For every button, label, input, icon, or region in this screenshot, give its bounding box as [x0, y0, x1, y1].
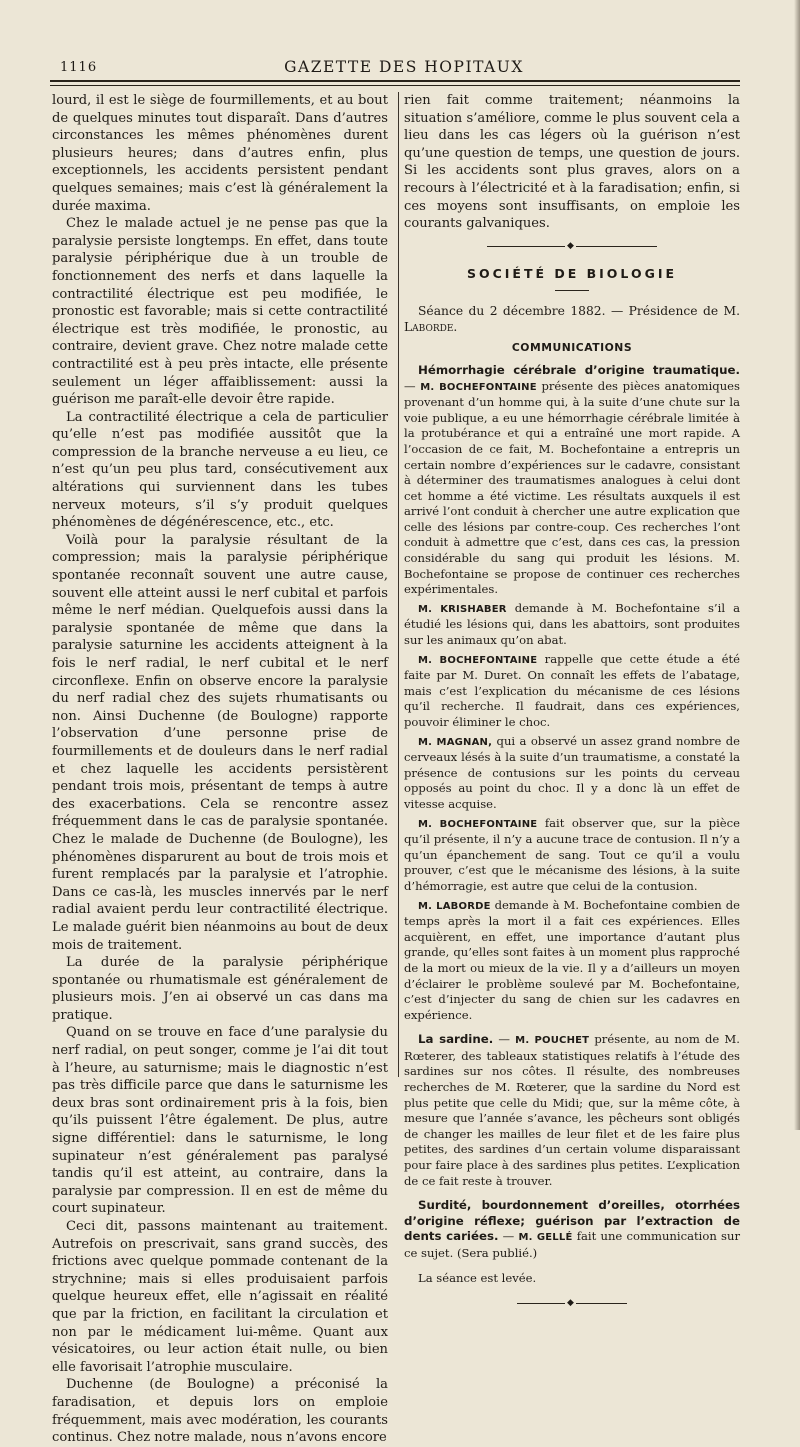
paragraph: Ceci dit, passons maintenant au traitement. Autrefois on prescrivait, sans grand succès, des frictions avec quelque pommade contenant de la strychnine; mais si elles produisaient parfois quelque heureux effet, elle n’agissait en réalité que par la friction, en facilitant la circulation et non par le médicament lui-même. Quant aux vésicatoires, ou leur action était nulle, ou bien elle favorisait l’atrophie musculaire. [52, 1219, 388, 1375]
seance-end: . [453, 320, 458, 335]
speaker-name: M. GELLÉ [518, 1232, 573, 1244]
paragraph: Quand on se trouve en face d’une paralysie du nerf radial, on peut songer, comme je l’ai dit tout à l’heure, au saturnisme; mais le diagnostic n’est pas très difficile parce que dans le saturnisme les deux bras sont ordinairement pris à la fois, bien qu’ils puissent l’être également. De plus, autre signe différentiel: dans le saturnisme, le long supinateur n’est généralement pas paralysé tandis qu’il est atteint, au contraire, dans la paralysie par compression. Il en est de même du court supinateur. [52, 1025, 388, 1217]
ornament-divider [487, 243, 657, 251]
paragraph: lourd, il est le siège de fourmillements, et au bout de quelques minutes tout disparaît. Dans d’autres circonstances les mêmes phénomènes durent plusieurs heures; dans d’autres enfin, plus exceptionnels, les accidents persistent pendant quelques semaines; mais c’est là généralement la durée maxima. [52, 93, 388, 214]
seance-president: Laborde [404, 320, 454, 335]
speaker-name: M. KRISHABER [418, 603, 507, 615]
item-dash: — [493, 1032, 516, 1047]
column-divider [398, 92, 399, 1077]
header-rule [50, 80, 740, 82]
end-ornament [517, 1300, 627, 1308]
item-text: qui a observé un assez grand nombre de cerveaux lésés à la suite d’un traumatisme, a constaté la présence de contusions sur les points du cerveau opposés au point du choc. Il y a donc là un effet de vitesse acquise. [404, 733, 741, 811]
paragraph: La contractilité électrique a cela de particulier qu’elle n’est pas modifiée aussitôt que la compression de la branche nerveuse a eu lieu, ce n’est qu’un peu plus tard, consécutivement aux altérations qui surviennent dans les tubes nerveux moteurs, s’il s’y produit quelques phénomènes de dégénérescence, etc., etc. [52, 409, 388, 531]
communication-item [404, 363, 740, 598]
item-text: fait une communication sur ce sujet. (Sera publié.) [404, 1229, 740, 1260]
left-column [52, 92, 388, 1447]
communication-item [404, 1198, 740, 1261]
closing-line: La séance est levée. [418, 1270, 537, 1285]
communication-item [404, 601, 740, 649]
communication-item [404, 652, 740, 731]
item-dash: — [498, 1229, 519, 1244]
communications-title: COMMUNICATIONS [511, 341, 633, 355]
item-heading: Hémorrhagie cérébrale d’origine traumatique. [418, 362, 740, 377]
item-dash: — [404, 378, 421, 393]
item-text: rappelle que cette étude a été faite par M. Duret. On connaît les effets de l’abatage, mais c’est l’explication du mécanisme de ces lésions qu’il recherche. Il faudrait, dans ces expériences, pouvoir éliminer le choc. [404, 651, 740, 729]
page-edge-shadow [794, 0, 800, 1130]
communication-item [404, 734, 740, 813]
speaker-name: M. LABORDE [418, 900, 491, 912]
speaker-name: M. BOCHEFONTAINE [420, 381, 537, 393]
item-heading: La sardine. [418, 1032, 494, 1047]
item-heading: Surdité, bourdonnement d’oreilles, otorrhées d’origine réflexe; guérison par l’extraction de dents cariées. [404, 1198, 740, 1244]
communications-list [404, 363, 740, 1286]
speaker-name: M. BOCHEFONTAINE [418, 818, 538, 830]
paragraph: Duchenne (de Boulogne) a préconisé la faradisation, et depuis lors on emploie fréquemment, mais avec modération, les courants continus. Chez notre malade, nous n’avons encore [52, 1377, 388, 1446]
page-number: 1116 [60, 60, 98, 75]
seance-line [404, 303, 740, 335]
communication-item [404, 898, 740, 1024]
item-text: demande à M. Bochefontaine combien de temps après la mort il a fait ces expériences. Elles acquièrent, en effet, une importance d’autant plus grande, qu’elles sont faites à un moment plus rapproché de la mort ou mieux de la vie. Il y a d’ailleurs un moyen d’éclairer le problème soulevé par M. Bochefontaine, c’est d’injecter du sang de chien sur les cadavres en expérience. [404, 897, 740, 1022]
title-rule [555, 290, 589, 291]
paragraph: Voilà pour la paralysie résultant de la compression; mais la paralysie périphérique spontanée reconnaît souvent une autre cause, souvent elle atteint aussi le nerf cubital et parfois même le nerf médian. Quelquefois aussi dans la paralysie spontanée de même que dans la paralysie saturnine les accidents atteignent à la fois le nerf radial, le nerf cubital et le nerf circonflexe. Enfin on observe encore la paralysie du nerf radial chez des sujets rhumatisants ou non. Ainsi Duchenne (de Boulogne) rapporte l’observation d’une personne prise de fourmillements et de douleurs dans le nerf radial et chez laquelle les accidents persistèrent pendant trois mois, présentant de temps à autre des exacerbations. Cela se rencontre assez fréquemment dans le cas de paralysie spontanée. Chez le malade de Duchenne (de Boulogne), les phénomènes disparurent au bout de trois mois et furent remplacés par la paralysie et l’atrophie. Dans ce cas-là, les muscles innervés par le nerf radial avaient perdu leur contractilité électrique. Le malade guérit bien néanmoins au bout de deux mois de traitement. [52, 532, 388, 953]
item-text: présente des pièces anatomiques provenant d’un homme qui, à la suite d’une chute sur la voie publique, a eu une hémorrhagie cérébrale limitée à la protubérance et qui a entraîné une mort rapide. A l’occasion de ce fait, M. Bochefontaine a entrepris un certain nombre d’expériences sur le cadavre, consistant à déterminer des traumatismes analogues à celui dont cet homme a été victime. Les résultats auxquels il est arrivé l’ont conduit à chercher une autre explication que celle des lésions par contre-coup. Ces recherches l’ont conduit à admettre que c’est, dans ces cas, la pression considérable du sang qui produit les lésions. M. Bochefontaine se propose de continuer ces recherches expérimentales. [404, 378, 740, 597]
paragraph: Chez le malade actuel je ne pense pas que la paralysie persiste longtemps. En effet, dans toute paralysie périphérique due à un trouble de fonctionnement des nerfs et dans laquelle la contractilité électrique est peu modifiée, le pronostic est favorable; mais si cette contractilité électrique est très modifiée, le pronostic, au contraire, devient grave. Chez notre malade cette contractilité est à peu près intacte, elle présente seulement un léger affaiblissement: aussi la guérison me paraît-elle devoir être rapide. [52, 216, 388, 408]
paragraph: La durée de la paralysie périphérique spontanée ou rhumatismale est généralement de plusieurs mois. J’en ai observé un cas dans ma pratique. [52, 955, 388, 1023]
journal-title: GAZETTE DES HOPITAUX [284, 58, 524, 76]
item-text: présente, au nom de M. Rœterer, des tableaux statistiques relatifs à l’étude des sardines sur nos côtes. Il résulte, des nombreuses recherches de M. Rœterer, que la sardine du Nord est plus petite que celle du Midi; que, sur la même côte, à mesure que l’année s’avance, les pêcheurs sont obligés de changer les mailles de leur filet et de les faire plus petites, des sardines d’un certain volume disparaissant pour faire place à des sardines plus petites. L’explication de ce fait reste à trouver. [404, 1032, 740, 1188]
seance-text: Séance du 2 décembre 1882. — Présidence de M. [418, 304, 740, 319]
section-title: SOCIÉTÉ DE BIOLOGIE [466, 265, 678, 281]
header-rule-thin [50, 85, 740, 86]
right-column [404, 92, 740, 1308]
speaker-name: M. POUCHET [515, 1035, 590, 1047]
speaker-name: M. MAGNAN, [418, 736, 493, 748]
item-text: demande à M. Bochefontaine s’il a étudié les lésions qui, dans les abattoirs, sont produites sur les animaux qu’on abat. [404, 600, 740, 648]
communication-item [404, 1032, 740, 1189]
paragraph: rien fait comme traitement; néanmoins la situation s’améliore, comme le plus souvent cela a lieu dans les cas légers où la guérison n’est qu’une question de temps, une question de jours. Si les accidents sont plus graves, alors on a recours à l’électricité et à la faradisation; enfin, si ces moyens sont insuffisants, on emploie les courants galvaniques. [404, 93, 740, 232]
speaker-name: M. BOCHEFONTAINE [418, 654, 538, 666]
item-text: fait observer que, sur la pièce qu’il présente, il n’y a aucune trace de contusion. Il n’y a qu’un épanchement de sang. Tout ce qu’il a voulu prouver, c’est que le mécanisme des lésions, à la suite d’hémorragie, est autre que celui de la contusion. [404, 815, 741, 893]
communication-item [404, 816, 740, 895]
